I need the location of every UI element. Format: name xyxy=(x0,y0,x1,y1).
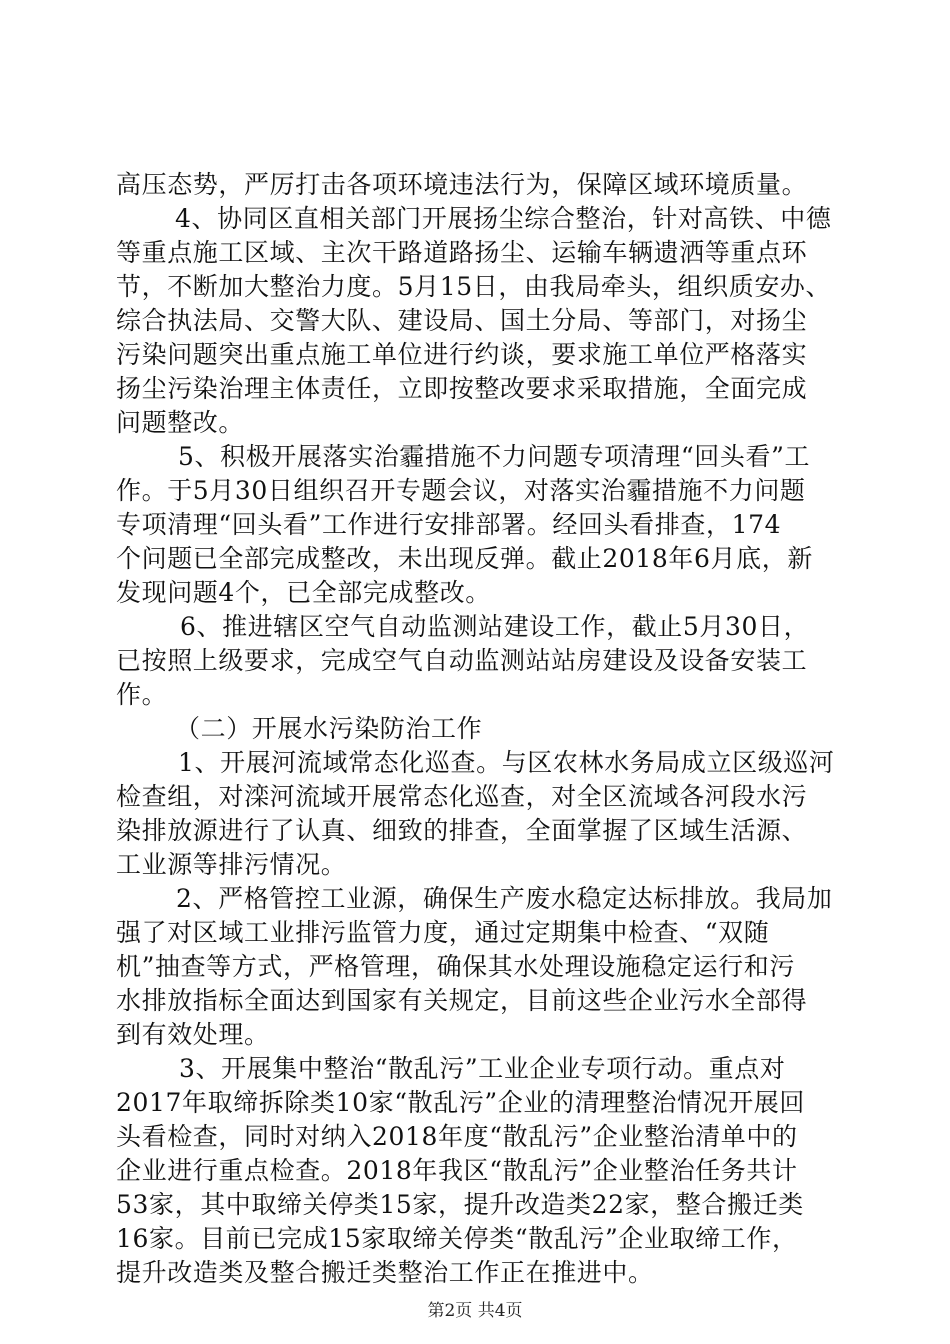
body-line: 5、积极开展落实治霾措施不力问题专项清理“回头看”工 xyxy=(178,442,811,471)
body-line: 染排放源进行了认真、细致的排查，全面掌握了区域生活源、 xyxy=(116,816,808,845)
body-line: 节，不断加大整治力度。5月15日，由我局牵头，组织质安办、 xyxy=(116,272,832,301)
body-line: 2、严格管控工业源，确保生产废水稳定达标排放。我局加 xyxy=(176,884,833,913)
body-line: 4、协同区直相关部门开展扬尘综合整治，针对高铁、中德 xyxy=(175,204,832,233)
body-line: 到有效处理。 xyxy=(116,1020,270,1049)
body-line: 企业进行重点检查。2018年我区“散乱污”企业整治任务共计 xyxy=(116,1156,798,1185)
body-line: 提升改造类及整合搬迁类整治工作正在推进中。 xyxy=(116,1258,654,1287)
body-line: 扬尘污染治理主体责任，立即按整改要求采取措施，全面完成 xyxy=(116,374,808,403)
body-line: 1、开展河流域常态化巡查。与区农林水务局成立区级巡河 xyxy=(178,748,835,777)
body-line: 16家。目前已完成15家取缔关停类“散乱污”企业取缔工作， xyxy=(116,1224,798,1253)
body-line: 发现问题4个，已全部完成整改。 xyxy=(116,578,491,607)
body-line: 专项清理“回头看”工作进行安排部署。经回头看排查，174 xyxy=(116,510,782,539)
body-line: 6、推进辖区空气自动监测站建设工作，截止5月30日， xyxy=(180,612,810,641)
body-line: 工业源等排污情况。 xyxy=(116,850,347,879)
body-line: 等重点施工区域、主次干路道路扬尘、运输车辆遗洒等重点环 xyxy=(116,238,808,267)
body-line: 污染问题突出重点施工单位进行约谈，要求施工单位严格落实 xyxy=(116,340,808,369)
body-line: 强了对区域工业排污监管力度，通过定期集中检查、“双随 xyxy=(116,918,770,947)
body-line: 个问题已全部完成整改，未出现反弹。截止2018年6月底，新 xyxy=(116,544,813,573)
body-line: 综合执法局、交警大队、建设局、国土分局、等部门，对扬尘 xyxy=(116,306,808,335)
body-line: 作。 xyxy=(116,680,168,709)
section-heading: （二）开展水污染防治工作 xyxy=(175,714,483,743)
body-line: 检查组，对滦河流域开展常态化巡查，对全区流域各河段水污 xyxy=(116,782,808,811)
body-line: 2017年取缔拆除类10家“散乱污”企业的清理整治情况开展回 xyxy=(116,1088,805,1117)
body-line: 已按照上级要求，完成空气自动监测站站房建设及设备安装工 xyxy=(116,646,808,675)
body-line: 问题整改。 xyxy=(116,408,245,437)
body-line: 53家，其中取缔关停类15家，提升改造类22家，整合搬迁类 xyxy=(116,1190,804,1219)
body-line: 3、开展集中整治“散乱污”工业企业专项行动。重点对 xyxy=(179,1054,786,1083)
body-line: 作。于5月30日组织召开专题会议，对落实治霾措施不力问题 xyxy=(116,476,806,505)
body-line: 机”抽查等方式，严格管理，确保其水处理设施稳定运行和污 xyxy=(116,952,795,981)
page-footer: 第2页 共4页 xyxy=(427,1301,523,1321)
body-line: 水排放指标全面达到国家有关规定，目前这些企业污水全部得 xyxy=(116,986,808,1015)
body-line: 高压态势，严厉打击各项环境违法行为，保障区域环境质量。 xyxy=(116,170,808,199)
body-line: 头看检查，同时对纳入2018年度“散乱污”企业整治清单中的 xyxy=(116,1122,798,1151)
